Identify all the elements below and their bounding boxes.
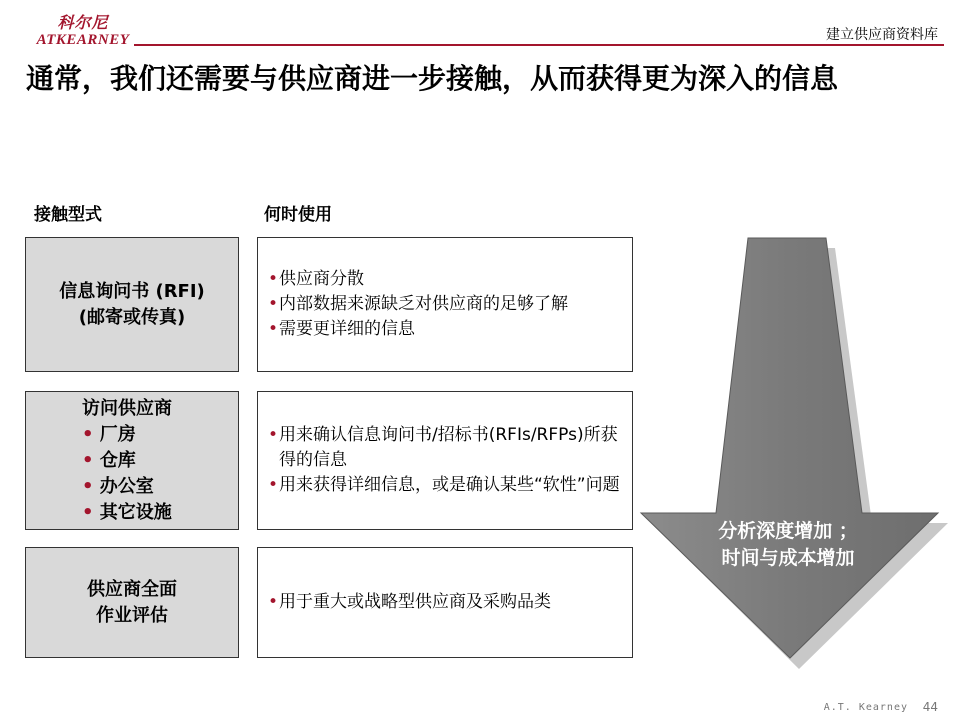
column-heading-type: 接触型式 — [34, 205, 102, 225]
logo-chinese: 科尔尼 — [57, 13, 109, 32]
list-item: • 用来确认信息询问书/招标书(RFIs/RFPs)所获得的信息 — [268, 423, 620, 473]
bullet-icon: • — [82, 501, 100, 523]
contact-type-line: 供应商全面 — [87, 578, 177, 600]
section-title: 建立供应商资料库 — [826, 27, 938, 43]
list-item: • 厂房 — [82, 423, 136, 445]
list-item: • 用来获得详细信息，或是确认某些“软性”问题 — [268, 473, 620, 498]
bullet-icon: • — [268, 592, 279, 612]
column-heading-when: 何时使用 — [264, 205, 332, 225]
list-item: • 其它设施 — [82, 501, 172, 523]
contact-type-heading: 访问供应商 — [82, 397, 172, 419]
bullet-icon: • — [268, 294, 279, 314]
arrow-shape — [641, 238, 938, 658]
bullet-icon: • — [82, 475, 100, 497]
contact-type-line: 信息询问书 (RFI) — [59, 280, 205, 302]
bullet-icon: • — [268, 425, 279, 445]
contact-type-line: (邮寄或传真) — [78, 306, 186, 328]
list-item: • 需要更详细的信息 — [268, 317, 620, 342]
bullet-icon: • — [268, 319, 279, 339]
list-item: • 供应商分散 — [268, 267, 620, 292]
page-number: 44 — [922, 700, 938, 714]
list-item: • 办公室 — [82, 475, 154, 497]
list-item: • 用于重大或战略型供应商及采购品类 — [268, 590, 620, 615]
page-title: 通常，我们还需要与供应商进一步接触，从而获得更为深入的信息 — [26, 62, 839, 95]
bullet-icon: • — [268, 475, 279, 495]
bullet-icon: • — [82, 449, 100, 471]
bullet-icon: • — [82, 423, 100, 445]
contact-type-line: 作业评估 — [96, 604, 168, 626]
arrow-label: 分析深度增加 ； 时间与成本增加 — [718, 520, 858, 569]
list-item: • 仓库 — [82, 449, 136, 471]
logo-english: ATKEARNEY — [36, 32, 130, 48]
footer-brand: A.T. Kearney — [823, 702, 908, 713]
list-item: • 内部数据来源缺乏对供应商的足够了解 — [268, 292, 620, 317]
bullet-icon: • — [268, 269, 279, 289]
